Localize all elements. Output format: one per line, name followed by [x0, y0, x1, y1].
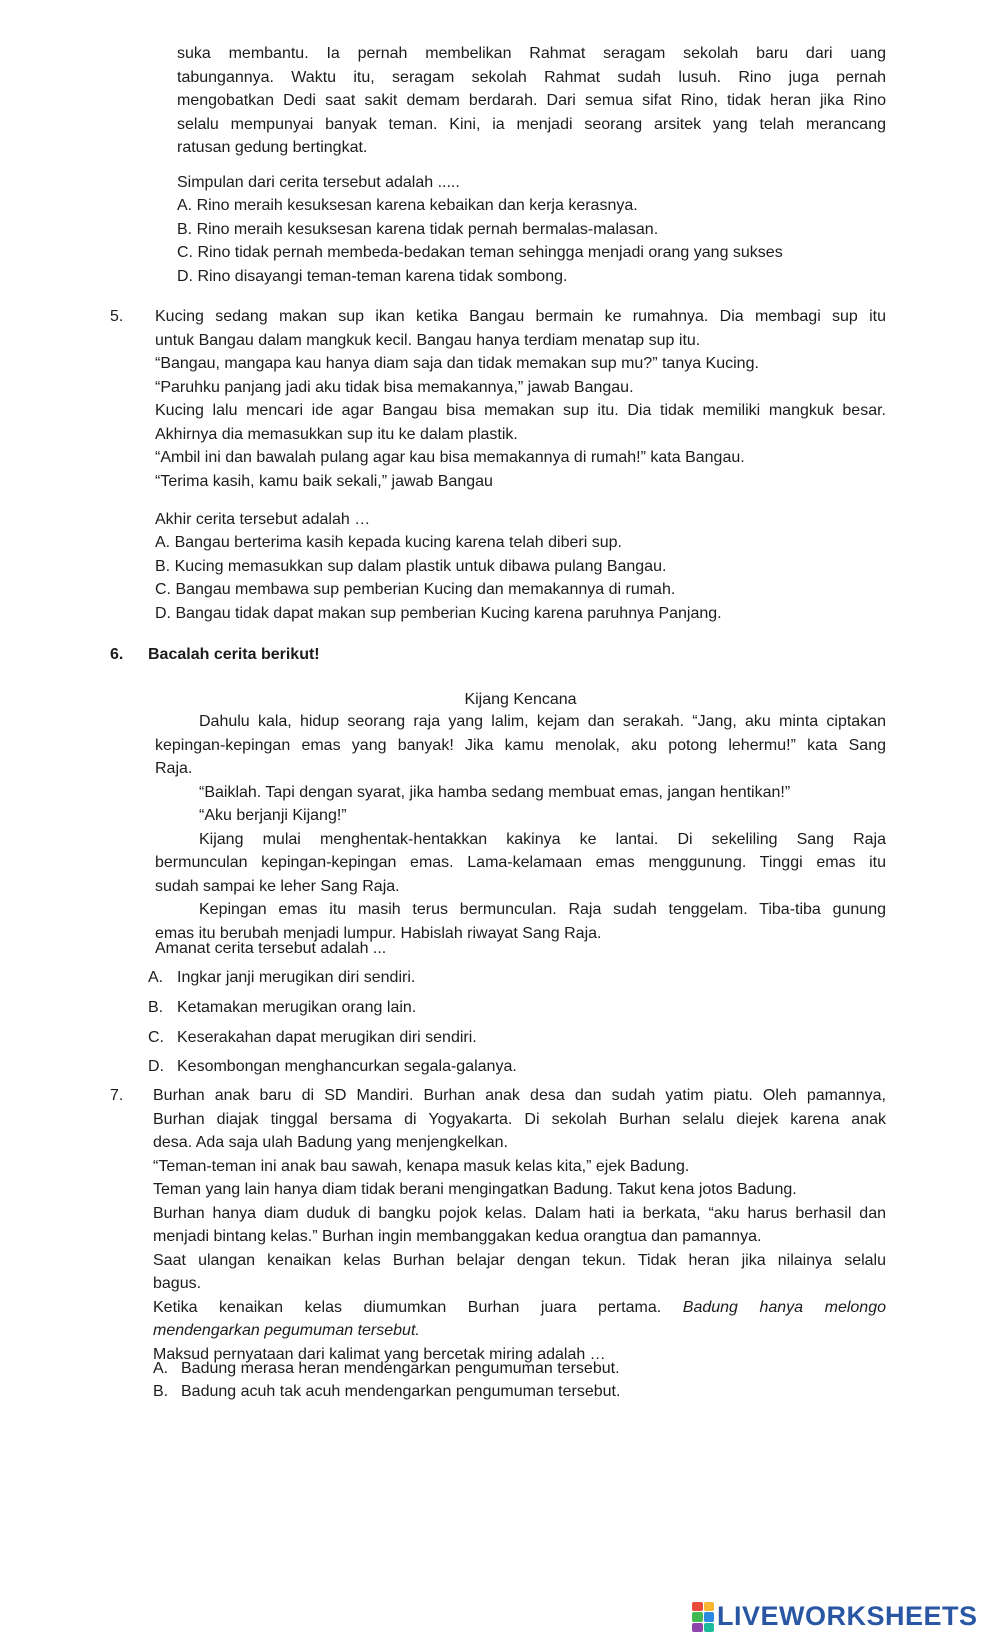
q6-story-line: “Baiklah. Tapi dengan syarat, jika hamba sedang membuat emas, jangan hentikan!”	[199, 783, 791, 801]
q6-option-letter: A.	[148, 969, 164, 986]
q5-number: 5.	[110, 308, 124, 325]
q6-option-b[interactable]	[148, 996, 416, 1020]
q7-story-line: Burhan hanya diam duduk di bangku pojok kelas. Dalam hati ia berkata, “aku harus berhasil dan	[153, 1204, 886, 1222]
q6-story-line: Kijang mulai menghentak-hentakkan kakinya ke lantai. Di sekeliling Sang Raja	[199, 830, 886, 848]
q6-option-letter: B.	[148, 999, 164, 1016]
q7-story-line: bagus.	[153, 1275, 202, 1292]
q6-story-line: sudah sampai ke leher Sang Raja.	[155, 877, 400, 895]
q4-story	[177, 42, 886, 160]
q7-option-a[interactable]	[153, 1357, 620, 1381]
q7-option-text: Badung merasa heran mendengarkan pengumuman tersebut.	[181, 1360, 620, 1377]
q6-story-line: Kepingan emas itu masih terus bermunculan. Raja sudah tenggelam. Tiba-tiba gunung	[199, 901, 886, 918]
q4-story-line: tabungannya. Waktu itu, seragam sekolah Rahmat sudah lusuh. Rino juga pernah	[177, 68, 886, 86]
q7-last-paragraph-line	[153, 1296, 886, 1320]
q7-italic-sentence-part1: Badung hanya melongo	[682, 1298, 887, 1316]
q4-option-d[interactable]: D. Rino disayangi teman-teman karena tidak sombong.	[177, 267, 568, 285]
q5-option-b[interactable]: B. Kucing memasukkan sup dalam plastik untuk dibawa pulang Bangau.	[155, 557, 667, 575]
q5-options	[155, 531, 722, 625]
q7-story-line: Teman yang lain hanya diam tidak berani mengingatkan Badung. Takut kena jotos Badung.	[153, 1181, 797, 1198]
q6-instruction: Bacalah cerita berikut!	[148, 646, 320, 663]
q6-option-d[interactable]	[148, 1055, 517, 1079]
q6-option-text: Keserakahan dapat merugikan diri sendiri.	[177, 1029, 477, 1046]
q6-story-line: Raja.	[155, 760, 193, 777]
q6-option-text: Ingkar janji merugikan diri sendiri.	[177, 969, 416, 986]
q7-story-line: desa. Ada saja ulah Badung yang menjengkelkan.	[153, 1134, 508, 1151]
q6-story-line: “Aku berjanji Kijang!”	[199, 807, 347, 824]
q5-option-c[interactable]: C. Bangau membawa sup pemberian Kucing dan memakannya di rumah.	[155, 581, 676, 598]
q6-story	[155, 710, 886, 945]
q5-option-d[interactable]: D. Bangau tidak dapat makan sup pemberian Kucing karena paruhnya Panjang.	[155, 604, 722, 622]
q4-story-line: suka membantu. Ia pernah membelikan Rahmat seragam sekolah baru dari uang	[177, 45, 886, 62]
q4-options	[177, 194, 783, 288]
q7-story-line: Saat ulangan kenaikan kelas Burhan belajar dengan tekun. Tidak heran jika nilainya selalu	[153, 1251, 886, 1269]
q5-option-a[interactable]: A. Bangau berterima kasih kepada kucing karena telah diberi sup.	[155, 534, 622, 551]
q7-italic-sentence-part2: mendengarkan pegumuman tersebut.	[153, 1322, 420, 1339]
q4-option-b[interactable]: B. Rino meraih kesuksesan karena tidak pernah bermalas-malasan.	[177, 220, 659, 238]
q6-option-a[interactable]	[148, 966, 415, 990]
q7-last-paragraph-normal: Ketika kenaikan kelas diumumkan Burhan juara pertama.	[153, 1298, 662, 1316]
q5-question: Akhir cerita tersebut adalah …	[155, 511, 371, 528]
q7-number: 7.	[110, 1087, 124, 1104]
q7-story-line: Burhan diajak tinggal bersama di Yogyakarta. Di sekolah Burhan selalu diejek karena anak	[153, 1110, 886, 1128]
q4-story-line: selalu mempunyai banyak teman. Kini, ia menjadi seorang arsitek yang telah merancang	[177, 115, 886, 133]
q7-option-b[interactable]	[153, 1380, 620, 1404]
q6-story-line: kepingan-kepingan emas yang banyak! Jika kamu menolak, aku potong lehermu!” kata Sang	[155, 736, 886, 754]
q7-question: Maksud pernyataan dari kalimat yang bercetak miring adalah …	[153, 1345, 606, 1363]
q5-story-line: Kucing lalu mencari ide agar Bangau bisa memakan sup itu. Dia tidak memiliki mangkuk besar.	[155, 402, 886, 419]
q5-story-line: “Bangau, mangapa kau hanya diam saja dan tidak memakan sup mu?” tanya Kucing.	[155, 355, 759, 372]
liveworksheets-badge-icon	[692, 1602, 714, 1632]
q5-story-line: “Paruhku panjang jadi aku tidak bisa memakannya,” jawab Bangau.	[155, 378, 634, 396]
q7-option-letter: B.	[153, 1383, 169, 1400]
q5-story	[155, 305, 886, 493]
q6-question: Amanat cerita tersebut adalah ...	[155, 940, 387, 957]
q6-option-c[interactable]	[148, 1026, 477, 1050]
q6-number: 6.	[110, 646, 124, 663]
q4-option-c[interactable]: C. Rino tidak pernah membeda-bedakan teman sehingga menjadi orang yang sukses	[177, 244, 783, 261]
q7-story	[153, 1084, 886, 1366]
q6-option-letter: C.	[148, 1029, 164, 1046]
q6-story-line: Dahulu kala, hidup seorang raja yang lalim, kejam dan serakah. “Jang, aku minta ciptakan	[199, 713, 886, 730]
q4-option-a[interactable]: A. Rino meraih kesuksesan karena kebaikan dan kerja kerasnya.	[177, 197, 638, 214]
q6-story-line: emas itu berubah menjadi lumpur. Habislah riwayat Sang Raja.	[155, 924, 602, 942]
q5-story-line: Kucing sedang makan sup ikan ketika Bangau bermain ke rumahnya. Dia membagi sup itu	[155, 308, 886, 325]
q4-story-line: mengobatkan Dedi saat sakit demam berdarah. Dari semua sifat Rino, tidak heran jika Rino	[177, 92, 886, 109]
liveworksheets-logo-text: LIVEWORKSHEETS	[717, 1601, 978, 1632]
q6-option-text: Kesombongan menghancurkan segala-galanya.	[177, 1058, 517, 1075]
q6-option-letter: D.	[148, 1058, 164, 1075]
q6-option-text: Ketamakan merugikan orang lain.	[177, 999, 417, 1016]
q7-story-line: menjadi bintang kelas.” Burhan ingin membanggakan kedua orangtua dan pamannya.	[153, 1228, 762, 1245]
q6-story-title: Kijang Kencana	[464, 691, 577, 708]
q7-option-text: Badung acuh tak acuh mendengarkan pengumuman tersebut.	[181, 1383, 621, 1400]
q5-story-line: “Ambil ini dan bawalah pulang agar kau bisa memakannya di rumah!” kata Bangau.	[155, 449, 745, 466]
q4-question: Simpulan dari cerita tersebut adalah .....	[177, 174, 460, 191]
q6-story-line: bermunculan kepingan-kepingan emas. Lama-kelamaan emas menggunung. Tinggi emas itu	[155, 854, 886, 871]
q7-story-line: Burhan anak baru di SD Mandiri. Burhan anak desa dan sudah yatim piatu. Oleh pamannya,	[153, 1087, 886, 1104]
q7-option-letter: A.	[153, 1360, 169, 1377]
q5-story-line: untuk Bangau dalam mangkuk kecil. Bangau hanya terdiam menatap sup itu.	[155, 331, 701, 349]
q5-story-line: Akhirnya dia memasukkan sup itu ke dalam plastik.	[155, 425, 518, 443]
q7-story-line: “Teman-teman ini anak bau sawah, kenapa masuk kelas kita,” ejek Badung.	[153, 1157, 690, 1175]
q5-story-line: “Terima kasih, kamu baik sekali,” jawab Bangau	[155, 472, 493, 490]
liveworksheets-logo	[692, 1600, 978, 1634]
q4-story-line: ratusan gedung bertingkat.	[177, 139, 368, 156]
